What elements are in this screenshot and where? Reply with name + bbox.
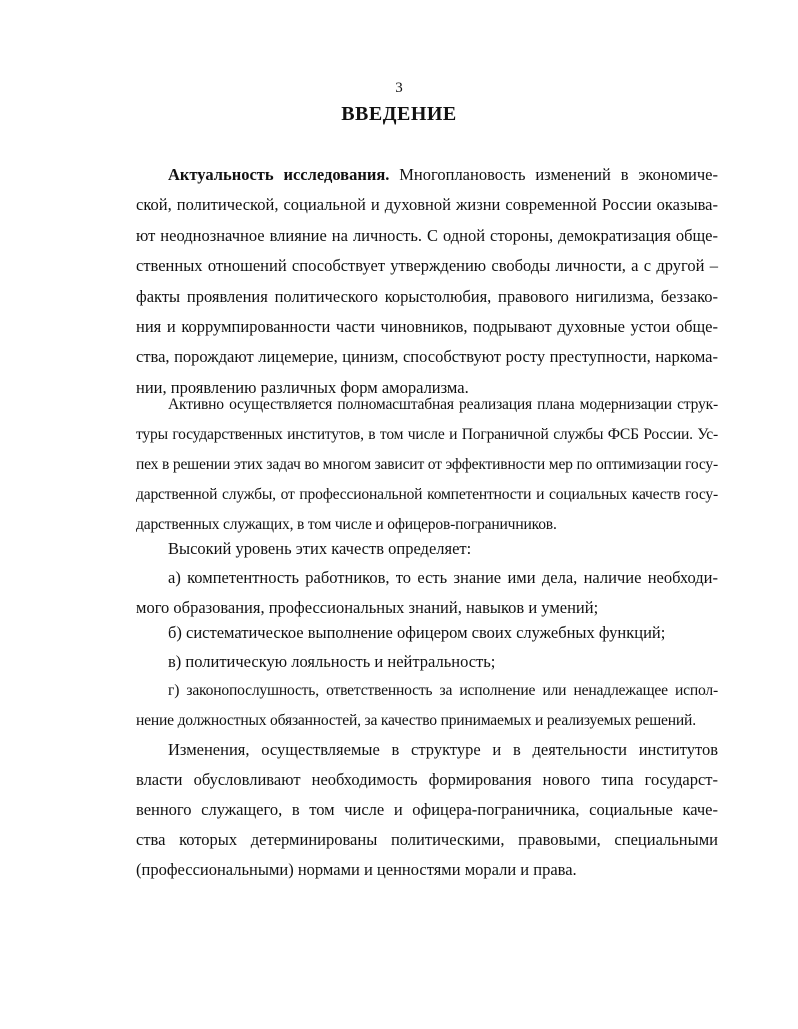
paragraph-line: пех в решении этих задач во многом зависит от эффективности мер по оптимизации госу- <box>136 456 718 473</box>
paragraph-line: ства, порождают лицемерие, цинизм, способствуют росту преступности, наркома- <box>136 347 718 367</box>
paragraph-line: ства которых детерминированы политическими, правовыми, специальными <box>136 830 718 849</box>
paragraph-line: Изменения, осуществляемые в структуре и в деятельности институтов <box>168 740 718 759</box>
paragraph-line: туры государственных институтов, в том числе и Пограничной службы ФСБ России. Ус- <box>136 426 718 443</box>
list-item-g <box>136 676 718 736</box>
paragraph-line: мого образования, профессиональных знаний, навыков и умений; <box>136 598 599 617</box>
list-item-v <box>136 647 718 677</box>
paragraph-line: Высокий уровень этих качеств определяет: <box>168 539 472 558</box>
paragraph-relevance <box>136 160 718 403</box>
paragraph-line: Актуальность исследования. Многоплановость изменений в экономиче- <box>168 165 718 184</box>
paragraph-line: венного служащего, в том числе и офицера-пограничника, социальные каче- <box>136 800 718 819</box>
paragraph-line: а) компетентность работников, то есть знание ими дела, наличие необходи- <box>168 568 718 587</box>
paragraph-line: г) законопослушность, ответственность за исполнение или ненадлежащее испол- <box>168 682 718 699</box>
paragraph-line: ской, политической, социальной и духовной жизни современной России оказыва- <box>136 195 718 215</box>
paragraph-line: нии, проявлению различных форм аморализма. <box>136 377 469 397</box>
paragraph-line: дарственной службы, от профессиональной компетентности и социальных качеств госу- <box>136 486 718 503</box>
paragraph-changes <box>136 735 718 885</box>
paragraph-line: ственных отношений способствует утверждению свободы личности, а с другой – <box>136 256 718 276</box>
paragraph-line: факты проявления политического корыстолюбия, правового нигилизма, беззако- <box>136 286 718 306</box>
paragraph-lead: Актуальность исследования. <box>168 165 390 184</box>
paragraph-line: Активно осуществляется полномасштабная реализация плана модернизации струк- <box>168 396 718 413</box>
paragraph-qualities-intro <box>136 534 718 564</box>
page-title: ВВЕДЕНИЕ <box>341 103 457 125</box>
list-item-a <box>136 563 718 623</box>
paragraph-line: дарственных служащих, в том числе и офицеров-пограничников. <box>136 516 557 533</box>
paragraph-line: нение должностных обязанностей, за качество принимаемых и реализуемых решений. <box>136 712 696 729</box>
paragraph-line: (профессиональными) нормами и ценностями морали и права. <box>136 860 577 879</box>
list-item-b <box>136 618 718 648</box>
paragraph-line: в) политическую лояльность и нейтральность; <box>168 652 496 671</box>
paragraph-line: б) систематическое выполнение офицером своих служебных функций; <box>168 623 666 642</box>
page-number: 3 <box>395 80 403 96</box>
paragraph-line: власти обусловливают необходимость формирования нового типа государст- <box>136 770 718 789</box>
paragraph-line: ют неоднозначное влияние на личность. С одной стороны, демократизация обще- <box>136 225 718 245</box>
paragraph-line: ния и коррумпированности части чиновников, подрывают духовные устои обще- <box>136 317 718 337</box>
paragraph-modernization <box>136 390 718 540</box>
